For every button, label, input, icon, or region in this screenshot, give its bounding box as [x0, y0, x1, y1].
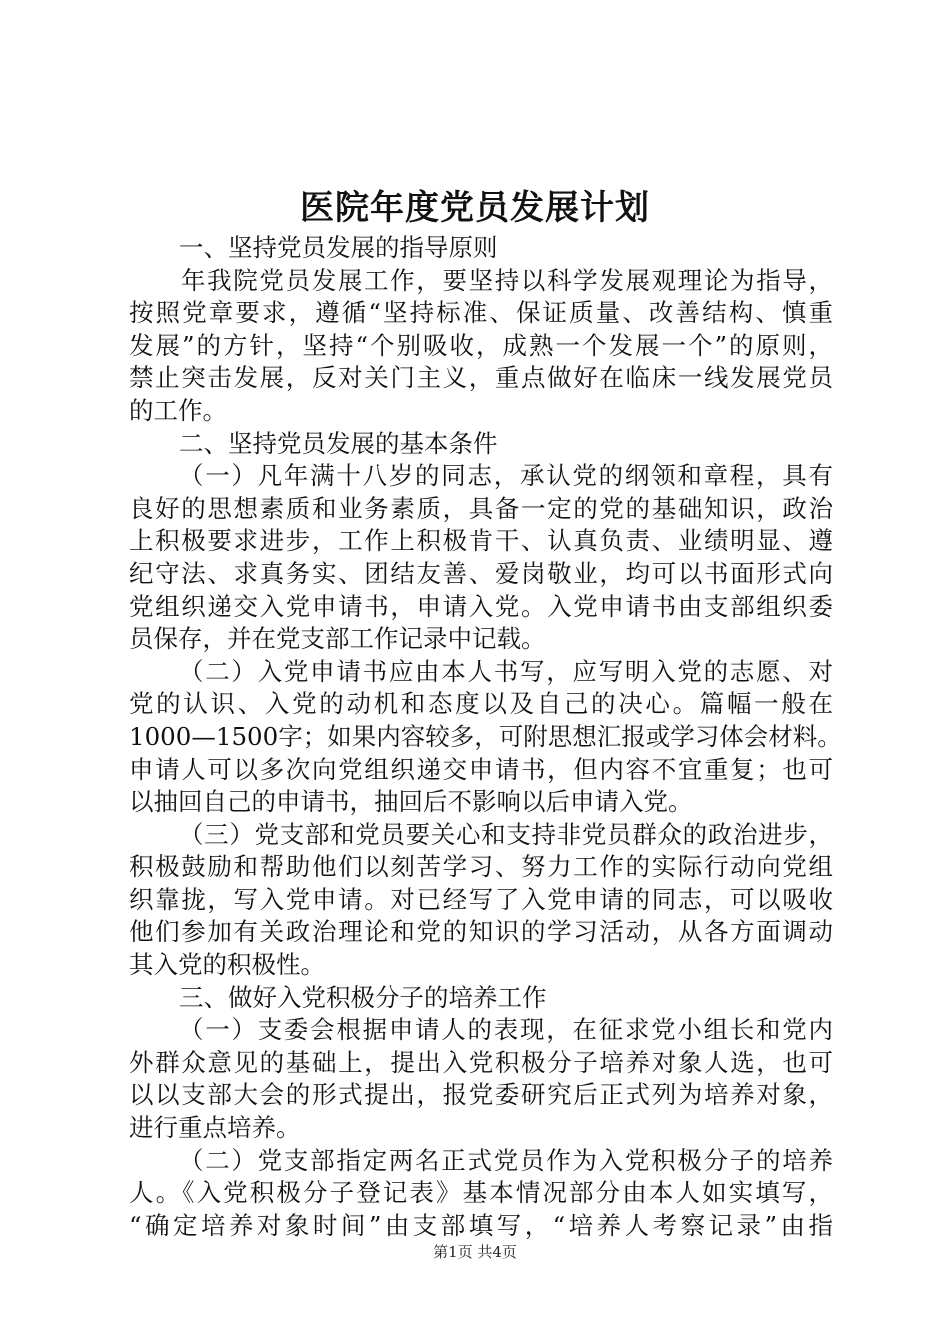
text-line: （一）支委会根据申请人的表现，在征求党小组长和党内 — [179, 1015, 833, 1045]
text-line: 三、做好入党积极分子的培养工作 — [179, 982, 547, 1012]
text-line: 良好的思想素质和业务素质，具备一定的党的基础知识，政治 — [129, 493, 833, 523]
text-line: 禁止突击发展，反对关门主义，重点做好在临床一线发展党员 — [129, 363, 833, 393]
text-line: 纪守法、求真务实、团结友善、爱岗敬业，均可以书面形式向 — [129, 558, 833, 588]
text-line: 进行重点培养。 — [129, 1113, 301, 1143]
text-line: 一、坚持党员发展的指导原则 — [179, 233, 498, 262]
page-number: 第1页 共4页 — [433, 1243, 517, 1261]
text-line: 的工作。 — [129, 395, 227, 425]
text-line: 人。《入党积极分子登记表》基本情况部分由本人如实填写， — [129, 1178, 833, 1208]
text-line: 他们参加有关政治理论和党的知识的学习活动，从各方面调动 — [129, 917, 833, 947]
text-line: 以抽回自己的申请书，抽回后不影响以后申请入党。 — [129, 787, 693, 817]
text-line: 上积极要求进步，工作上积极肯干、认真负责、业绩明显、遵 — [129, 526, 833, 556]
text-line: 按照党章要求，遵循“坚持标准、保证质量、改善结构、慎重 — [129, 298, 833, 328]
text-line: （二）入党申请书应由本人书写，应写明入党的志愿、对 — [179, 656, 833, 686]
text-line: 员保存，并在党支部工作记录中记载。 — [129, 624, 546, 654]
text-line: 党组织递交入党申请书，申请入党。入党申请书由支部组织委 — [129, 591, 833, 621]
text-line: 发展”的方针，坚持“个别吸收，成熟一个发展一个”的原则， — [129, 330, 833, 360]
text-line: 党的认识、入党的动机和态度以及自己的决心。篇幅一般在 — [129, 689, 833, 719]
text-line: （三）党支部和党员要关心和支持非党员群众的政治进步， — [179, 819, 833, 849]
text-line: 1000—1500字；如果内容较多，可附思想汇报或学习体会材料。 — [129, 721, 842, 751]
text-line: （一）凡年满十八岁的同志，承认党的纲领和章程，具有 — [179, 461, 833, 491]
text-line: 以以支部大会的形式提出，报党委研究后正式列为培养对象， — [129, 1080, 833, 1110]
text-line: 年我院党员发展工作，要坚持以科学发展观理论为指导， — [181, 265, 833, 295]
text-line: 二、坚持党员发展的基本条件 — [179, 428, 498, 458]
text-line: 积极鼓励和帮助他们以刻苦学习、努力工作的实际行动向党组 — [129, 852, 833, 882]
text-line: “确定培养对象时间”由支部填写，“培养人考察记录”由指 — [129, 1210, 833, 1240]
text-line: （二）党支部指定两名正式党员作为入党积极分子的培养 — [179, 1145, 833, 1175]
text-line: 外群众意见的基础上，提出入党积极分子培养对象人选，也可 — [129, 1047, 833, 1077]
document-title: 医院年度党员发展计划 — [300, 188, 650, 228]
document-body — [129, 232, 842, 1242]
text-line: 其入党的积极性。 — [129, 950, 325, 980]
text-line: 织靠拢，写入党申请。对已经写了入党申请的同志，可以吸收 — [129, 884, 833, 914]
text-line: 申请人可以多次向党组织递交申请书，但内容不宜重复；也可 — [129, 754, 833, 784]
